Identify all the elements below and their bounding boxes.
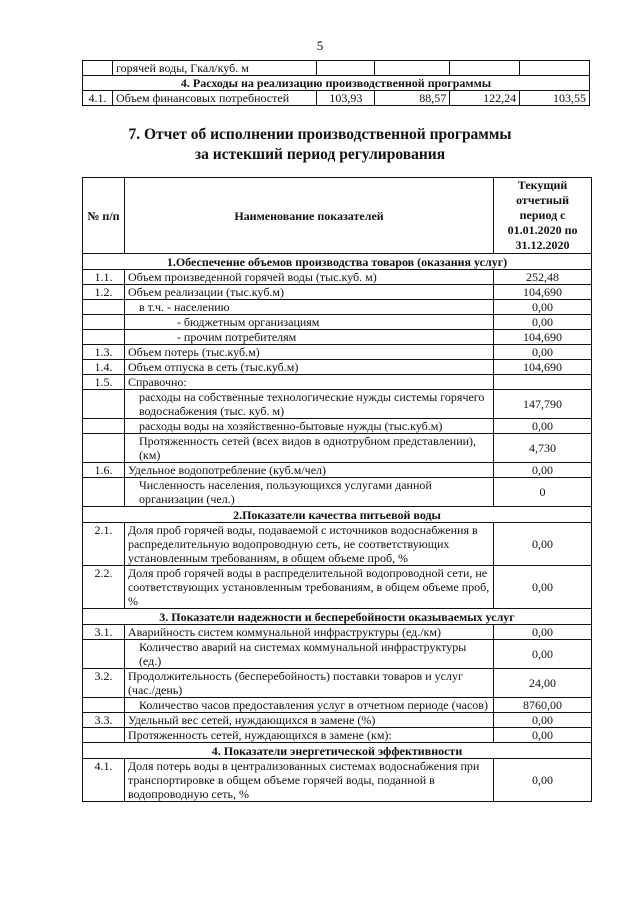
row-number: 3.1.	[83, 625, 125, 640]
row-value: 0,00	[494, 419, 592, 434]
row-number: 1.3.	[83, 345, 125, 360]
row-name: Численность населения, пользующихся услугами данной организации (чел.)	[124, 478, 493, 507]
row-value: 104,690	[494, 330, 592, 345]
header-num: № п/п	[83, 178, 125, 254]
row-value: 104,690	[494, 360, 592, 375]
row-value: 0,00	[494, 463, 592, 478]
cell	[450, 61, 520, 76]
table-row	[83, 330, 592, 345]
row-number: 3.3.	[83, 713, 125, 728]
row-number	[83, 315, 125, 330]
row-number: 2.2.	[83, 566, 125, 609]
row-value: 0,00	[494, 300, 592, 315]
table-row	[83, 390, 592, 419]
row-number: 2.1.	[83, 523, 125, 566]
row-value: 0,00	[494, 566, 592, 609]
table-row	[83, 300, 592, 315]
row-number: 4.1.	[83, 759, 125, 802]
row-name: Объем потерь (тыс.куб.м)	[124, 345, 493, 360]
row-name: Доля проб горячей воды, подаваемой с источников водоснабжения в распределительную водопроводную сеть, не соответствующих установленным требованиям, в общем объеме проб, %	[124, 523, 493, 566]
title-line-1: 7. Отчет об исполнении производственной программы	[128, 126, 512, 143]
row-value: 0,00	[494, 315, 592, 330]
row-number: 1.4.	[83, 360, 125, 375]
section-heading	[0, 125, 640, 165]
table-row	[83, 463, 592, 478]
row-value: 104,690	[494, 285, 592, 300]
row-number: 1.6.	[83, 463, 125, 478]
header-period: Текущий отчетный период с 01.01.2020 по 31.12.2020	[494, 178, 592, 254]
row-name: Количество аварий на системах коммунальной инфраструктуры (ед.)	[124, 640, 493, 669]
row-name: Протяженность сетей (всех видов в однотрубном представлении), (км)	[124, 434, 493, 463]
row-value: 0,00	[494, 713, 592, 728]
table-row	[83, 360, 592, 375]
row-number	[83, 390, 125, 419]
row-value: 0,00	[494, 640, 592, 669]
cell	[317, 61, 375, 76]
row-name: Количество часов предоставления услуг в отчетном периоде (часов)	[124, 698, 493, 713]
section-row	[83, 507, 592, 523]
table-row	[83, 434, 592, 463]
row-value: 0,00	[494, 625, 592, 640]
row-value: 0,00	[494, 759, 592, 802]
row-name: Продолжительность (бесперебойность) поставки товаров и услуг (час./день)	[124, 669, 493, 698]
row-name: - бюджетным организациям	[124, 315, 493, 330]
cell	[375, 61, 450, 76]
row-value: 24,00	[494, 669, 592, 698]
section-title: 2.Показатели качества питьевой воды	[83, 507, 592, 523]
row-value: 4,730	[494, 434, 592, 463]
section-title: 3. Показатели надежности и бесперебойности оказываемых услуг	[83, 609, 592, 625]
table-row	[83, 61, 590, 76]
row-number: 1.5.	[83, 375, 125, 390]
section-title: 4. Показатели энергетической эффективности	[83, 743, 592, 759]
row-name: Удельный вес сетей, нуждающихся в замене (%)	[124, 713, 493, 728]
section-row	[83, 743, 592, 759]
top-table	[82, 60, 590, 106]
table-row	[83, 419, 592, 434]
table-row	[83, 759, 592, 802]
row-value	[494, 375, 592, 390]
row-name: Доля проб горячей воды в распределительной водопроводной сети, не соответствующих установленным требованиям, в общем объеме проб, %	[124, 566, 493, 609]
section-row	[83, 76, 590, 91]
cell	[520, 61, 590, 76]
row-number	[83, 300, 125, 315]
row-value: 8760,00	[494, 698, 592, 713]
page-number: 5	[316, 38, 324, 53]
table-row	[83, 625, 592, 640]
row-name: Справочно:	[124, 375, 493, 390]
header-row	[83, 178, 592, 254]
row-number	[83, 330, 125, 345]
row-name: Объем финансовых потребностей	[112, 91, 316, 106]
row-name: Аварийность систем коммунальной инфраструктуры (ед./км)	[124, 625, 493, 640]
table-row	[83, 478, 592, 507]
row-number: 1.1.	[83, 270, 125, 285]
row-name: Протяженность сетей, нуждающихся в замене (км):	[124, 728, 493, 743]
row-number	[83, 478, 125, 507]
section-title: 4. Расходы на реализацию производственной программы	[83, 76, 590, 91]
table-row	[83, 285, 592, 300]
table-row	[83, 315, 592, 330]
value-cell: 103,93	[317, 91, 375, 106]
section-title: 1.Обеспечение объемов производства товаров (оказания услуг)	[83, 254, 592, 270]
table-row	[83, 669, 592, 698]
table-row	[83, 91, 590, 106]
section-row	[83, 609, 592, 625]
title-line-2: за истекший период регулирования	[194, 146, 446, 163]
value-cell: 88,57	[375, 91, 450, 106]
row-name: расходы воды на хозяйственно-бытовые нужды (тыс.куб.м)	[124, 419, 493, 434]
row-name: расходы на собственные технологические нужды системы горячего водоснабжения (тыс. куб. м)	[124, 390, 493, 419]
table-row	[83, 566, 592, 609]
row-number	[83, 434, 125, 463]
row-name: Объем реализации (тыс.куб.м)	[124, 285, 493, 300]
row-number	[83, 728, 125, 743]
table-row	[83, 270, 592, 285]
table-row	[83, 698, 592, 713]
table-row	[83, 375, 592, 390]
cell: горячей воды, Гкал/куб. м	[112, 61, 316, 76]
row-value: 0,00	[494, 345, 592, 360]
row-number	[83, 419, 125, 434]
value-cell: 103,55	[520, 91, 590, 106]
row-name: Объем отпуска в сеть (тыс.куб.м)	[124, 360, 493, 375]
cell	[83, 61, 113, 76]
row-number	[83, 698, 125, 713]
row-name: Объем произведенной горячей воды (тыс.куб. м)	[124, 270, 493, 285]
table-row	[83, 345, 592, 360]
section-row	[83, 254, 592, 270]
row-number: 4.1.	[83, 91, 113, 106]
row-number: 1.2.	[83, 285, 125, 300]
table-row	[83, 640, 592, 669]
report-table	[82, 177, 592, 802]
row-number	[83, 640, 125, 669]
row-value: 147,790	[494, 390, 592, 419]
row-name: Удельное водопотребление (куб.м/чел)	[124, 463, 493, 478]
row-name: Доля потерь воды в централизованных системах водоснабжения при транспортировке в общем объеме горячей воды, поданной в водопроводную сеть, %	[124, 759, 493, 802]
table-row	[83, 728, 592, 743]
row-value: 0,00	[494, 728, 592, 743]
row-value: 0,00	[494, 523, 592, 566]
row-number: 3.2.	[83, 669, 125, 698]
row-value: 0	[494, 478, 592, 507]
table-row	[83, 523, 592, 566]
row-name: - прочим потребителям	[124, 330, 493, 345]
row-value: 252,48	[494, 270, 592, 285]
header-name: Наименование показателей	[124, 178, 493, 254]
row-name: в т.ч. - населению	[124, 300, 493, 315]
table-row	[83, 713, 592, 728]
value-cell: 122,24	[450, 91, 520, 106]
